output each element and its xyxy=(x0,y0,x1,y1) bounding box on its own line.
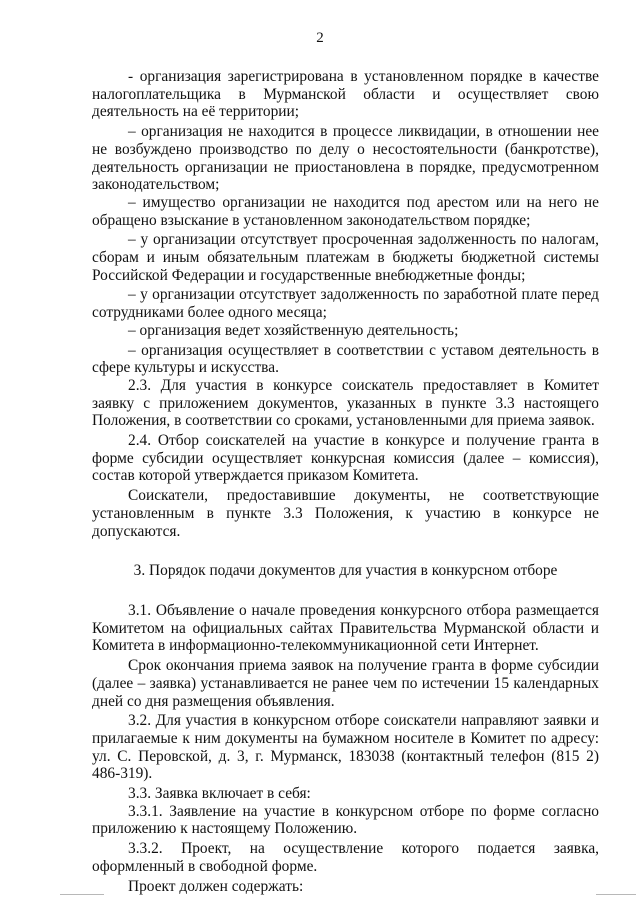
requirement-no-tax-debt: – у организации отсутствует просроченная задолженность по налогам, сборам и иным обязательным платежам в бюджеты бюджетной системы Российской Федерации и государственные внебюджетные фонды; xyxy=(92,231,599,284)
requirement-culture-activity: – организация осуществляет в соответствии с уставом деятельность в сфере культуры и искусства. xyxy=(92,341,599,377)
clause-3-3: 3.3. Заявка включает в себя: xyxy=(128,785,311,803)
section-3-heading: 3. Порядок подачи документов для участия в конкурсном отборе xyxy=(133,562,558,580)
page-number: 2 xyxy=(316,30,324,46)
clause-3-3-2: 3.3.2. Проект, на осуществление которого подается заявка, оформленный в свободной форме. xyxy=(92,840,599,875)
clause-3-1: 3.1. Объявление о начале проведения конкурсного отбора размещается Комитетом на официальных сайтах Правительства Мурманской области и Комитета в информационно-телекоммуникационной сети Интернет. xyxy=(92,601,599,655)
clause-2-4: 2.4. Отбор соискателей на участие в конкурсе и получение гранта в форме субсидии осуществляет конкурсная комиссия (далее – комиссия), состав которой утверждается приказом Комитета. xyxy=(92,432,599,485)
scan-edge-mark-right xyxy=(596,894,636,895)
requirement-not-liquidated: – организация не находится в процессе ликвидации, в отношении нее не возбуждено производство по делу о несостоятельности (банкротстве), деятельность организации не приостановлена в порядке, предусмотренном законодательством; xyxy=(92,123,599,194)
requirement-registered: - организация зарегистрирована в установленном порядке в качестве налогоплательщика в Мурманской области и осуществляет свою деятельность на её территории; xyxy=(92,68,599,121)
clause-3-2: 3.2. Для участия в конкурсном отборе соискатели направляют заявки и прилагаемые к ним документы на бумажном носителе в Комитет по адресу: ул. С. Перовской, д. 3, г. Мурманск, 183038 (контактный телефон (815 2) 486-319). xyxy=(92,712,599,783)
clause-deadline: Срок окончания приема заявок на получение гранта в форме субсидии (далее – заявка) устанавливается не ранее чем по истечении 15 календарных дней со дня размещения объявления. xyxy=(92,657,599,710)
clause-3-3-1: 3.3.1. Заявление на участие в конкурсном отборе по форме согласно приложению к настоящему Положению. xyxy=(92,802,599,838)
clause-2-3: 2.3. Для участия в конкурсе соискатель предоставляет в Комитет заявку с приложением документов, указанных в пункте 3.3 настоящего Положения, в соответствии со сроками, установленными для приема заявок. xyxy=(92,376,599,430)
requirement-no-arrest: – имущество организации не находится под арестом или на него не обращено взыскание в установленном законодательством порядке; xyxy=(92,193,599,229)
scan-edge-mark-left xyxy=(60,894,104,895)
requirement-no-salary-debt: – у организации отсутствует задолженность по заработной плате перед сотрудниками более одного месяца; xyxy=(92,286,599,322)
document-body xyxy=(92,68,599,895)
project-contents-intro: Проект должен содержать: xyxy=(128,877,304,895)
requirement-business-activity: – организация ведет хозяйственную деятельность; xyxy=(128,321,459,339)
clause-not-admitted: Соискатели, предоставившие документы, не соответствующие установленным в пункте 3.3 Положения, к участию в конкурсе не допускаются. xyxy=(92,487,599,540)
